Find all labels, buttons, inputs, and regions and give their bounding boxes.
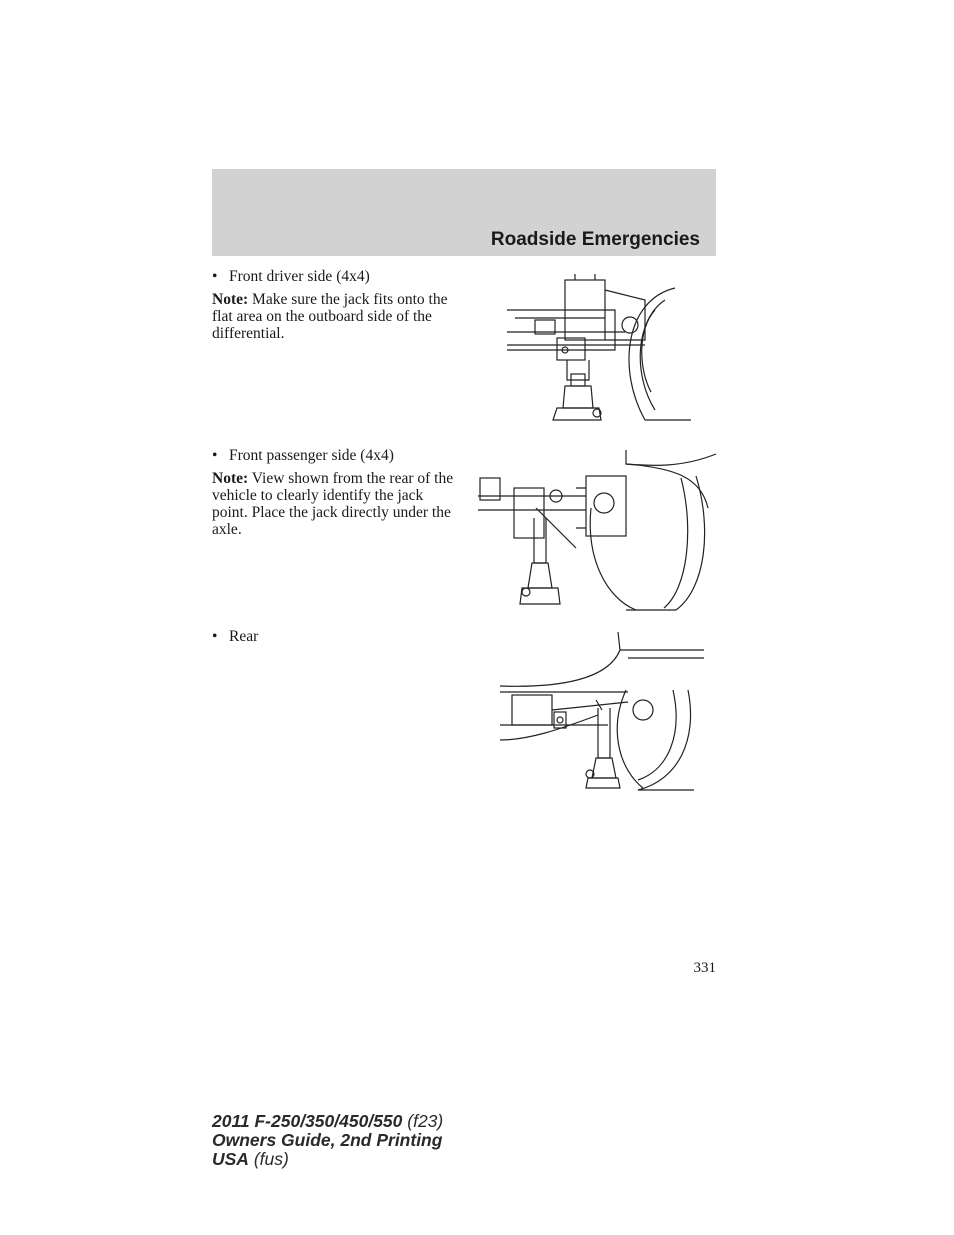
footer-line-market xyxy=(212,1150,612,1169)
note-label: Note: xyxy=(212,291,249,308)
document-footer xyxy=(212,1112,612,1169)
note-paragraph xyxy=(212,470,462,538)
bullet-item: • Front passenger side (4x4) xyxy=(212,447,462,464)
section-front-passenger xyxy=(212,447,462,538)
section-title: Roadside Emergencies xyxy=(490,229,700,250)
jack-rear-illustration xyxy=(498,630,706,792)
section-front-driver xyxy=(212,268,462,342)
bullet-item: • Rear xyxy=(212,628,462,645)
section-rear xyxy=(212,628,462,651)
note-text: View shown from the rear of the vehicle to clearly identify the jack point. Place the jack directly under the axle. xyxy=(212,470,454,538)
footer-line-model xyxy=(212,1112,612,1131)
jack-front-passenger-illustration xyxy=(476,448,718,616)
footer-model-code: (f23) xyxy=(402,1111,444,1131)
note-text: Make sure the jack fits onto the flat area on the outboard side of the differential. xyxy=(212,291,448,342)
jack-front-driver-illustration xyxy=(505,270,697,430)
footer-market: USA xyxy=(212,1149,249,1169)
note-label: Note: xyxy=(212,470,249,487)
footer-line-edition: Owners Guide, 2nd Printing xyxy=(212,1130,443,1150)
page-number: 331 xyxy=(693,960,716,976)
bullet-item: • Front driver side (4x4) xyxy=(212,268,462,285)
footer-model: 2011 F-250/350/450/550 xyxy=(212,1111,403,1131)
footer-market-code: (fus) xyxy=(248,1149,289,1169)
note-paragraph xyxy=(212,291,462,342)
section-header-band xyxy=(212,169,716,256)
